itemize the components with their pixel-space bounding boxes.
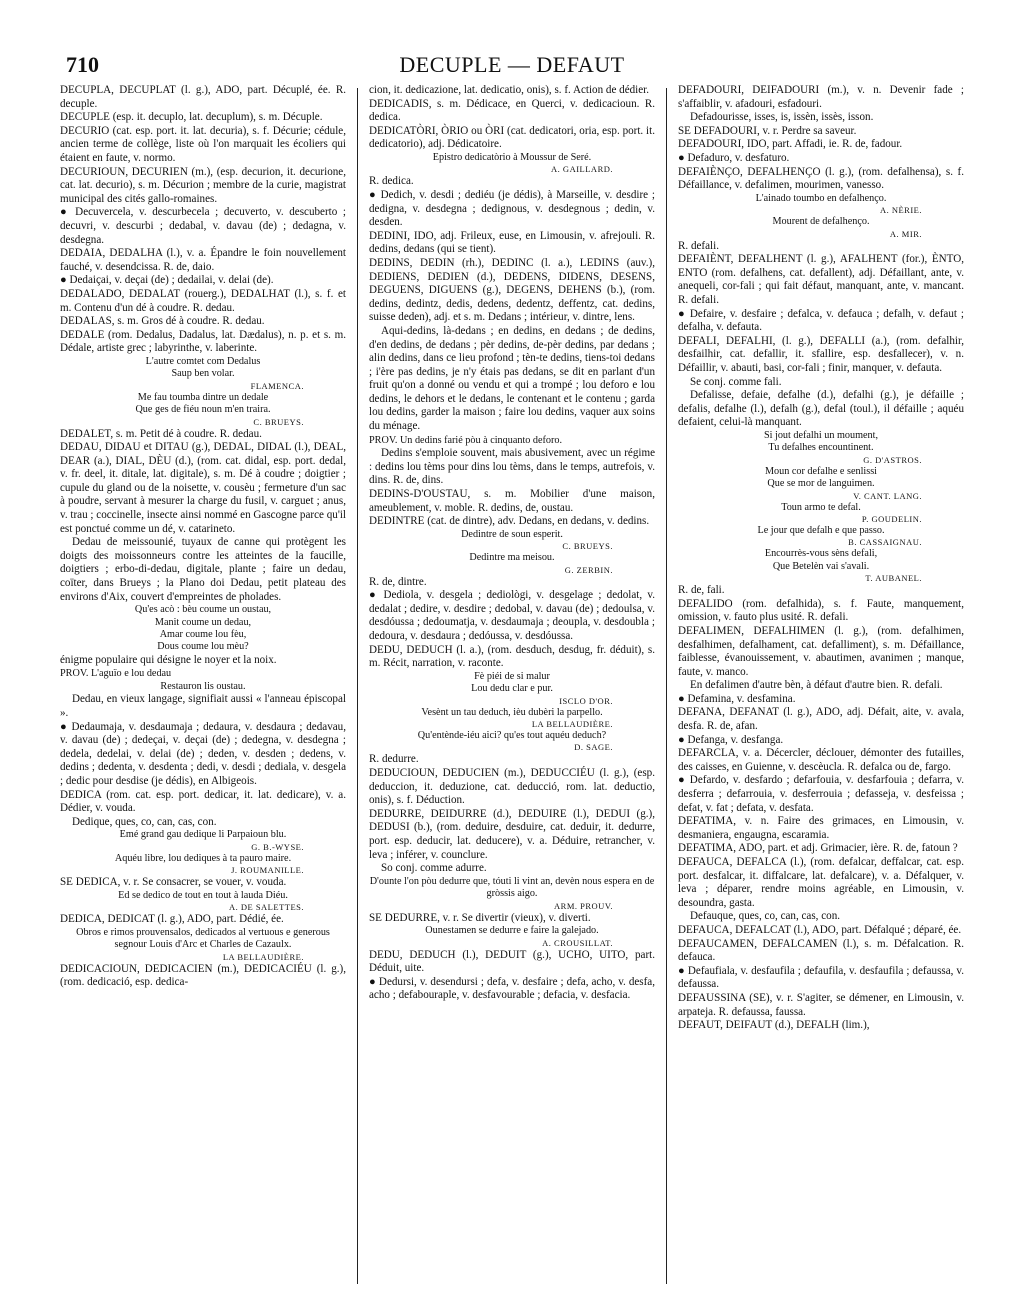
dictionary-entry: ● Decuvercela, v. descurbecela ; decuverto, v. descuberto ; decuvri, v. descurbi ; dedabal, v. davau (de) ; dedagna, v. desdegna. [60, 206, 346, 246]
dictionary-entry: DEFADOURI, DEIFADOURI (m.), v. n. Devenir fade ; s'affaiblir, v. afadouri, esfadouri. [678, 84, 964, 110]
dictionary-entry: DEDICA (rom. cat. esp. port. dedicar, it. lat. dedicare), v. a. Dédier, v. vouda. [60, 788, 346, 815]
entry-note: Aqui-dedins, là-dedans ; en dedins, en dedans ; de dedins, d'en dedins, de dedans ; pèr dedins, de-pèr dedins, par dedans ; alin dedins, dans ce lieu profond ; tèn-te dedins, tiens-toi dedans ; i'ère pas dedins, je n'y étais pas dedans, se dit en parlant d'un fruit qu'on a donné ou vendu et qui a trompé ; lou deforo e lou dedins, le dehors et le dedans, le contenant et le contenu ; garda lou dedins, garder la maison ; faire lou dedins, vaquer aux soins du ménage. [369, 324, 655, 433]
quotation-author: T. AUBANEL. [865, 573, 922, 584]
entry-note: Dedau, en vieux langage, signifiait aussi « l'anneau épiscopal ». [60, 693, 346, 720]
dictionary-entry: DEDU, DEDUCH (l. a.), (rom. desduch, desdug, fr. déduit), s. m. Récit, narration, v. raconte. [369, 643, 655, 670]
dictionary-entry: cion, it. dedicazione, lat. dedicatio, onis), s. f. Action de dédier. [369, 84, 650, 96]
quotation-author: G. D'ASTROS. [863, 454, 922, 465]
quotation-author: ISCLO D'OR. [559, 695, 613, 706]
proverb: PROV. L'aguïo e lou dedau [60, 668, 172, 680]
quotation-line: D'ounte l'on pòu dedurre que, tóuti li vint an, devèn nous espera en de gròssis aigo. [369, 875, 655, 900]
quotation-line: Encourrès-vous sèns defali, [764, 548, 878, 560]
entry-note: Dedau de meissounié, tuyaux de canne qui protègent les doigts des moissonneurs contre les atteintes de la faucille, doigtiers ; erbo-di-dedau, digitale, plante ; faire un dedau, coïter, dans Brueys ; la Plano doi Dedau, petit plateau des environs d'Aix, couvert d'empreintes de pholades. [60, 536, 346, 603]
dictionary-entry: DEFAUCAMEN, DEFALCAMEN (l.), s. m. Défalcation. R. defauca. [678, 937, 964, 964]
dictionary-entry: SE DEDURRE, v. r. Se divertir (vieux), v. diverti. [369, 911, 591, 924]
proverb: PROV. Un dedins farié pòu à cinquanto deforo. [369, 434, 563, 446]
quotation-line: Dedintre ma meisou. [469, 552, 555, 564]
quotation-author: LA BELLAUDIÈRE. [222, 951, 304, 962]
dictionary-entry: DEDICA, DEDICAT (l. g.), ADO, part. Dédié, ée. [60, 913, 284, 926]
dictionary-entry: DEDICATÒRI, ÒRIO ou ÒRI (cat. dedicatori, oria, esp. port. it. dedicatorio), adj. Dédicatoire. [369, 124, 655, 151]
quotation-author: FLAMENCA. [250, 380, 304, 391]
entry-note: So conj. comme adurre. [381, 862, 487, 875]
quotation-author: A. CROUSILLAT. [542, 937, 613, 948]
quotation-author: C. BRUEYS. [562, 541, 613, 552]
entry-note: Defauque, ques, co, can, cas, con. [690, 910, 841, 923]
dictionary-entry: DEDINTRE (cat. de dintre), adv. Dedans, en dedans, v. dedins. [369, 515, 650, 528]
quotation-line: L'ainado toumbo en defalhenço. [755, 192, 887, 204]
dictionary-entry: DEDURRE, DEIDURRE (d.), DEDUIRE (l.), DEDUI (g.), DEDUSI (b.), (rom. deduire, desduire, cat. deduir, it. dedurre, port. esp. deducir, lat. deducere), v. a. Déduire, retrancher, v. leva ; inférer, v. counclure. [369, 807, 655, 861]
quotation-line: Que ges de fiéu noun m'en traira. [135, 404, 271, 416]
dictionary-entry: DEDALAS, s. m. Gros dé à coudre. R. dedau. [60, 315, 265, 328]
dictionary-entry: DEFAUT, DEIFAUT (d.), DEFALH (lim.), [678, 1019, 870, 1032]
quotation-line: Tu defalhes encountinent. [768, 442, 874, 454]
dictionary-entry: DEDICACIOUN, DEDICACIEN (m.), DEDICACIÉU (l. g.), (rom. dedicació, esp. dedica- [60, 962, 346, 989]
quotation-line: Restauron lis oustau. [160, 681, 246, 693]
dictionary-entry: ● Dedaiçai, v. deçai (de) ; dedailai, v. delai (de). [60, 274, 274, 287]
dictionary-entry: DEFALI, DEFALHI, (l. g.), DEFALLI (a.), (rom. defalhir, desfailhir, cat. defallir, it. sfallire, esp. desfallecer), v. n. Défaillir, v. abauti, basi, cor-fali ; finir, manquer, v. defauta. [678, 334, 964, 374]
dictionary-entry: énigme populaire qui désigne le noyer et la noix. [60, 653, 277, 666]
dictionary-entry: ● Dedursi, v. desendursi ; defa, v. desfaire ; defa, acho, v. desfa, acho ; defabouraple, v. desfavourable ; defacia, v. desfacia. [369, 975, 655, 1002]
dictionary-entry: ● Defaire, v. desfaire ; defalca, v. defauca ; defalh, v. defaut ; defalha, v. defauta. [678, 307, 964, 334]
quotation-line: Ounestamen se dedurre e faire la galejado. [425, 925, 599, 937]
quotation-line: Obros e rimos prouvensalos, dedicados al vertuous e generous segnour Louis d'Arc et Charles de Cazaulx. [76, 926, 330, 951]
dictionary-entry: DEDICADIS, s. m. Dédicace, en Querci, v. dedicacioun. R. dedica. [369, 97, 655, 124]
quotation-line: Si jout defalhi un moument, [763, 429, 879, 441]
dictionary-entry: DECURIO (cat. esp. port. it. lat. decuria), s. f. Décurie; cédule, ancien terme de collège, liste où l'on marquait les écoliers qui étaient en faute, v. normo. [60, 124, 346, 164]
column-divider [666, 88, 667, 1284]
quotation-line: Que Betelèn vai s'avali. [772, 560, 870, 572]
dictionary-entry: ● Defardo, v. desfardo ; defarfouia, v. desfarfouia ; defarra, v. desferra ; defarrouia, v. desferrouia ; defasseja, v. desfeissa ; defat, v. fat ; defata, v. desfata. [678, 774, 964, 814]
quotation-line: Mourent de defalhenço. [772, 216, 870, 228]
quotation-line: Lou dedu clar e pur. [471, 683, 553, 695]
quotation-author: P. GOUDELIN. [861, 513, 922, 524]
dictionary-entry: ● Defaduro, v. desfaturo. [678, 151, 790, 164]
dictionary-entry: ● Dedich, v. desdi ; dediéu (je dédis), à Marseille, v. desdire ; dedigna, v. desdegna ; dedignous, v. desdegnous ; dedin, v. desden. [369, 188, 655, 229]
quotation-line: Dedintre de soun esperit. [461, 528, 563, 540]
quotation-author: B. CASSAIGNAU. [848, 537, 922, 548]
quotation-line: L'autre comtet com Dedalus [145, 355, 261, 367]
quotation-line: Fè piéi de si malur [474, 670, 550, 682]
dictionary-entry: DEDALET, s. m. Petit dé à coudre. R. dedau. [60, 427, 262, 440]
quotation-line: Que se mor de languimen. [767, 478, 875, 490]
dictionary-entry: DEDALE (rom. Dedalus, Dadalus, lat. Dædalus), n. p. et s. m. Dédale, artiste grec ; labyrinthe, v. laberinte. [60, 328, 346, 355]
dictionary-entry: ● Defanga, v. desfanga. [678, 733, 784, 746]
entry-note: Se conj. comme fali. [690, 375, 782, 388]
dictionary-entry: DEDINS, DEDIN (rh.), DEDINC (l. a.), LEDINS (auv.), DEDIENS, DEDIEN (d.), DEDENS, DIDENS, DESENS, DEGUENS, DIGUENS (g.), DEGENS, DEHENS (b.), (rom. dedins, dedintz, dedis, dedens, dedentz, deffentz, cat. dedins, suisse deden), adj. et s. m. Dedans ; intérieur, v. dintre, lens. [369, 256, 655, 324]
dictionary-entry: DEFALIMEN, DEFALHIMEN (l. g.), (rom. defalhimen, desfalhimen, defalhament, cat. defalliment), s. m. Défaillance, faiblesse, évanouissement, v. abautimen, avanimen ; manque, faute, v. manco. [678, 624, 964, 678]
dictionary-entry: ● Dediola, v. desgela ; dediològi, v. desgelage ; dedolat, v. dedalat ; dedire, v. desdire ; dedobal, v. davau (de) ; dedoulsa, v. desdóussa ; dedoumatja, v. desdaumaja ; deoupla, v. desdoubla ; dedoura, v. desdaura ; dedóussa, v. desdóussa. [369, 589, 655, 642]
dictionary-entry: DEFAIÈNT, DEFALHENT (l. g.), AFALHENT (for.), ÈNTO, ENTO (rom. defalhens, cat. defallent), adj. Défaillant, ante, v. anequeli, cor-fali ; qui fait défaut, manquant, ante, v. mancant. R. defali. [678, 253, 964, 306]
quotation-author: G. ZERBIN. [564, 564, 613, 575]
entry-note: Defalisse, defaie, defalhe (d.), defalhi (g.), je défaille ; defalis, defalhe (l.), defalh (g.), defal (toul.), il défaille ; aquéu defaient, celui-là manquant. [678, 389, 964, 429]
dictionary-entry: DEFAIÈNÇO, DEFALHENÇO (l. g.), (rom. defalhensa), s. f. Défaillance, v. defalimen, mourimen, vanesso. [678, 165, 964, 192]
dictionary-entry: DEDU, DEDUCH (l.), DEDUIT (g.), UCHO, UITO, part. Déduit, uite. [369, 948, 655, 975]
dictionary-entry: DECUPLE (esp. it. decuplo, lat. decuplum), s. m. Décuple. [60, 111, 323, 124]
page-number: 710 [66, 52, 99, 77]
dictionary-entry: DEFANA, DEFANAT (l. g.), ADO, adj. Défait, aite, v. avala, desfa. R. de, afan. [678, 706, 964, 733]
quotation-line: Emé grand gau dedique li Parpaioun blu. [119, 829, 287, 841]
dictionary-entry: DEFAUCA, DEFALCAT (l.), ADO, part. Défalqué ; déparé, ée. [678, 923, 962, 936]
quotation-line: Ed se dedico de tout en tout à lauda Diéu. [118, 889, 288, 901]
quotation-line: Qu'entènde-iéu aici? qu'es tout aquéu deduch? [417, 730, 607, 741]
quotation-author: G. B.-WYSE. [251, 841, 304, 852]
entry-note: En defalimen d'autre bèn, à défaut d'autre bien. R. defali. [690, 679, 943, 692]
entry-note: Defadourisse, isses, is, issèn, issès, isson. [690, 111, 874, 124]
dictionary-entry: DEDAIA, DEDALHA (l.), v. a. Épandre le foin nouvellement fauché, v. desendcissa. R. de, daio. [60, 247, 346, 273]
dictionary-entry: DEDINS-D'OUSTAU, s. m. Mobilier d'une maison, ameublement, v. moble. R. dedins, de, oustau. [369, 488, 655, 514]
quotation-author: A. NÈRIE. [879, 205, 922, 216]
quotation-author: V. CANT. LANG. [853, 490, 922, 501]
quotation-line: Aquéu libre, lou dediques à ta pauro maire. [114, 852, 292, 864]
quotation-line: Toun armo te defal. [781, 501, 861, 513]
dictionary-columns [60, 84, 964, 1284]
dictionary-entry: DEDAU, DIDAU et DITAU (g.), DEDAL, DIDAL (l.), DEAL, DEAR (a.), DIAL, DÈU (d.), (rom. cat. didal, esp. port. dedal, v. fr. deel, it. ditale, lat. digitale), s. m. Dé à coudre ; doigtier ; cupule du gland ou de la noisette, v. cousèu ; fermeture d'un sac à poudre, servant à mesurer la charge du fusil, v. carguet ; anus, v. trau ; coccinelle, insecte ainsi nommé en Gascogne parce qu'il est ponctué comme un dé, v. catarineto. [60, 441, 346, 535]
quotation-line: Me fau toumba dintre un dedale [137, 391, 269, 403]
dictionary-entry: R. defali. [678, 239, 719, 252]
dictionary-entry: DEFAUCA, DEFALCA (l.), (rom. defalcar, deffalcar, cat. esp. port. desfalcar, it. diffalcare, lat. defalcare), v. a. Défalquer, v. leva ; déparer, rendre moins agréable, en Limousin, v. desoundra, gasta. [678, 856, 964, 909]
entry-note: Dedique, ques, co, can, cas, con. [72, 815, 217, 828]
quotation-line: Le jour que defalh e que passo. [757, 524, 885, 536]
quotation-line: Amar coume lou fèu, [159, 629, 247, 641]
quotation-line: Manit coume un dedau, [154, 616, 252, 628]
quotation-author: A. GAILLARD. [551, 164, 613, 175]
dictionary-entry: DEFAUSSINA (SE), v. r. S'agiter, se démener, en Limousin, v. arpateja. R. defaussa, faussa. [678, 991, 964, 1018]
quotation-author: D. SAGE. [574, 742, 613, 753]
quotation-line: Epistro dedicatòrio à Moussur de Seré. [432, 151, 592, 163]
dictionary-entry: ● Dedaumaja, v. desdaumaja ; dedaura, v. desdaura ; dedavau, v. davau (de) ; dedeçai, v. deçai (de) ; dedegna, v. desdegna ; dedela, dedelai, v. delai (de) ; deden, v. desden ; dedens, v. dedins ; dedenta, v. desdenta ; dedi, v. desdi ; dediala, v. desgela ; dedic pour desdise (je dédis), en Albigeois. [60, 720, 346, 787]
dictionary-entry: DEFARCLA, v. a. Décercler, déclouer, démonter des futailles, des caisses, en Guienne, v. descèucla. R. defalca ou de, fargo. [678, 747, 964, 773]
dictionary-entry: ● Defaufiala, v. desfaufila ; defaufila, v. desfaufila ; defaussa, v. defaussa. [678, 964, 964, 991]
quotation-author: J. ROUMANILLE. [231, 865, 304, 876]
quotation-author: A. MIR. [889, 228, 922, 239]
quotation-line: Vesènt un tau deduch, ièu dubèri la parpello. [421, 706, 603, 718]
dictionary-entry: R. dedurre. [369, 753, 419, 766]
column-divider [357, 88, 358, 1284]
quotation-line: Dous coume lou mèu? [157, 641, 249, 653]
dictionary-entry: SE DEFADOURI, v. r. Perdre sa saveur. [678, 124, 857, 137]
quotation-author: A. DE SALETTES. [228, 902, 304, 913]
dictionary-entry: SE DEDICA, v. r. Se consacrer, se vouer, v. vouda. [60, 876, 287, 889]
column-left [60, 84, 346, 1284]
quotation-author: LA BELLAUDIÈRE. [531, 719, 613, 729]
quotation-line: Qu'es acò : bèu coume un oustau, [134, 604, 272, 616]
dictionary-entry: DEFATIMA, ADO, part. et adj. Grimacier, ière. R. de, fatoun ? [678, 842, 958, 855]
column-right [678, 84, 964, 1284]
dictionary-entry: DEFATIMA, v. n. Faire des grimaces, en Limousin, v. desmaniera, engaugna, escaramia. [678, 815, 964, 841]
column-middle [369, 84, 655, 1284]
quotation-line: Moun cor defalhe e senlissi [764, 465, 878, 477]
dictionary-entry: R. de, dintre. [369, 575, 427, 588]
dictionary-entry: DECUPLA, DECUPLAT (l. g.), ADO, part. Décuplé, ée. R. decuple. [60, 84, 346, 110]
quotation-line: Saup ben volar. [171, 368, 235, 380]
dictionary-entry: R. dedica. [369, 175, 414, 188]
dictionary-entry: DECURIOUN, DECURIEN (m.), (esp. decurion, it. decurione, cat. lat. decurio), s. m. Décurion ; membre de la curie, magistrat municipal des cités gallo-romaines. [60, 165, 346, 205]
dictionary-entry: DEFALIDO (rom. defalhida), s. f. Faute, manquement, omission, v. fauto plus usité. R. defali. [678, 597, 964, 624]
quotation-author: C. BRUEYS. [253, 416, 304, 427]
entry-note: Dedins s'emploie souvent, mais abusivement, avec un régime : dedins lou tèms pour dins lou tèms, dans le temps, autrefois, v. dins. R. de, dins. [369, 447, 655, 487]
dictionary-entry: DEFADOURI, IDO, part. Affadi, ie. R. de, fadour. [678, 138, 903, 151]
dictionary-entry: DEDUCIOUN, DEDUCIEN (m.), DEDUCCIÉU (l. g.), (esp. deduccion, it. deduzione, cat. deducció, rom. lat. deductio, onis), s. f. Déduction. [369, 767, 655, 807]
page-header [60, 44, 964, 84]
running-title: DECUPLE — DEFAUT [399, 52, 625, 77]
dictionary-entry: R. de, fali. [678, 584, 725, 597]
quotation-author: ARM. PROUV. [554, 900, 613, 911]
dictionary-entry: ● Defamina, v. desfamina. [678, 692, 796, 705]
dictionary-entry: DEDALADO, DEDALAT (rouerg.), DEDALHAT (l.), s. f. et m. Contenu d'un dé à coudre. R. dedau. [60, 287, 346, 314]
dictionary-entry: DEDINI, IDO, adj. Frileux, euse, en Limousin, v. afrejouli. R. dedins, dedans (qui se tient). [369, 229, 655, 256]
